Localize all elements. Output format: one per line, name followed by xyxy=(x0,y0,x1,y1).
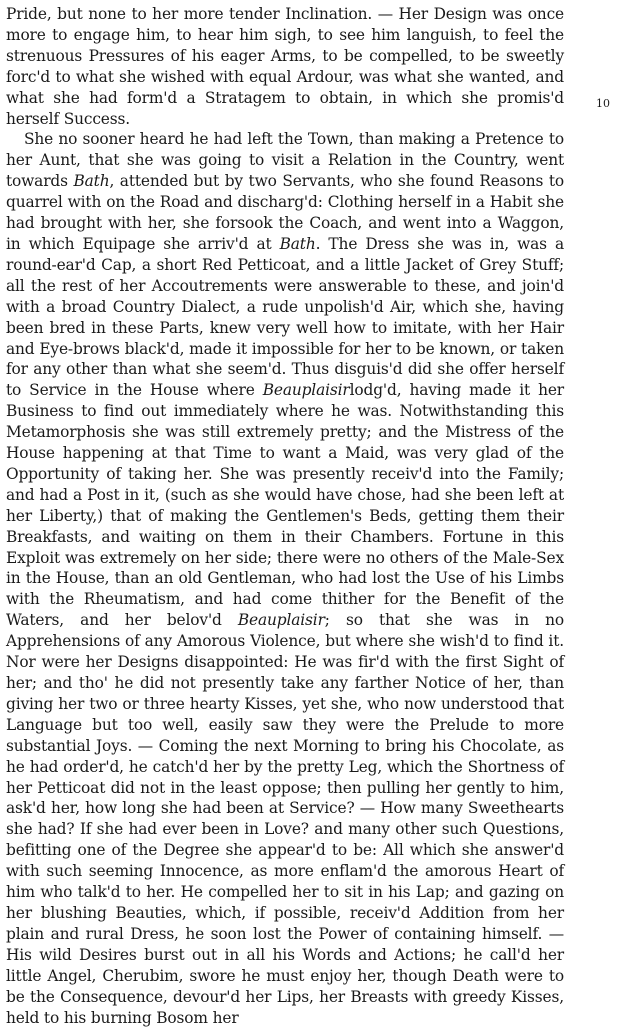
text-run: She no sooner heard he had left the Town, than making a Pretence to her Aunt, that she was going to visit a Relation in the Country, went towards xyxy=(6,130,564,191)
character-name-italic: Beauplaisir xyxy=(237,611,325,630)
body-text xyxy=(6,4,564,1028)
line-number: 10 xyxy=(596,97,610,110)
text-run: lodg'd, having made it her Business to find out immediately where he was. Notwithstanding this Metamorphosis she was still extremely pretty; and the Mistress of the House happening at that Time to want a Maid, was very glad of the Opportunity of taking her. She was presently receiv'd into the Family; and had a Post in it, (such as she would have chose, had she been left at her Liberty,) that of making the Gentlemen's Beds, getting them their Breakfasts, and waiting on them in their Chambers. Fortune in this Exploit was extremely on her side; there were no others of the Male-Sex in the House, than an old Gentleman, who had lost the Use of his Limbs with the Rheumatism, and had come thither for the Benefit of the Waters, and her belov'd xyxy=(6,381,564,630)
place-name-italic: Bath xyxy=(73,172,110,191)
place-name-italic: Bath xyxy=(279,234,316,253)
text-run: . The Dress she was in, was a round-ear'd Cap, a short Red Petticoat, and a little Jacket of Grey Stuff; all the rest of her Accoutrements were answerable to these, and join'd with a broad Country Dialect, a rude unpolish'd Air, which she, having been bred in these Parts, knew very well how to imitate, with her Hair and Eye-brows black'd, made it impossible for her to be known, or taken for any other than what she seem'd. Thus disguis'd did she offer herself to Service in the House where xyxy=(6,234,564,400)
paragraph-continued: Pride, but none to her more tender Inclination. — Her Design was once more to engage him, to hear him sigh, to see him languish, to feel the strenuous Pressures of his eager Arms, to be compelled, to be sweetly forc'd to what she wished with equal Ardour, was what she wanted, and what she had form'd a Stratagem to obtain, in which she promis'd herself Success. xyxy=(6,5,564,128)
text-run: ; so that she was in no Apprehensions of any Amorous Violence, but where she wish'd to find it. Nor were her Designs disappointed: He was fir'd with the first Sight of her; and tho' he did not presently take any farther Notice of her, than giving her two or three hearty Kisses, yet she, who now understood that Language but too well, easily saw they were the Prelude to more substantial Joys. — Coming the next Morning to bring his Chocolate, as he had order'd, he catch'd her by the pretty Leg, which the Shortness of her Petticoat did not in the least oppose; then pulling her gently to him, ask'd her, how long she had been at Service? — How many Sweethearts she had? If she had ever been in Love? and many other such Questions, befitting one of the Degree she appear'd to be: All which she answer'd with such seeming Innocence, as more enflam'd the amorous Heart of him who talk'd to her. He compelled her to sit in his Lap; and gazing on her blushing Beauties, which, if possible, receiv'd Addition from her plain and rural Dress, he soon lost the Power of containing himself. — His wild Desires burst out in all his Words and Actions; he call'd her little Angel, Cherubim, swore he must enjoy her, though Death were to be the Consequence, devour'd her Lips, her Breasts with greedy Kisses, held to his burning Bosom her xyxy=(6,611,565,1027)
character-name-italic: Beauplaisir xyxy=(262,381,350,400)
paragraph-main xyxy=(6,129,564,1028)
text-run: , attended but by two Servants, who she found Reasons to quarrel with on the Road and discharg'd: Clothing herself in a Habit she had brought with her, she forsook the Coach, and went into a Waggon, in which Equipage she arriv'd at xyxy=(6,172,564,253)
